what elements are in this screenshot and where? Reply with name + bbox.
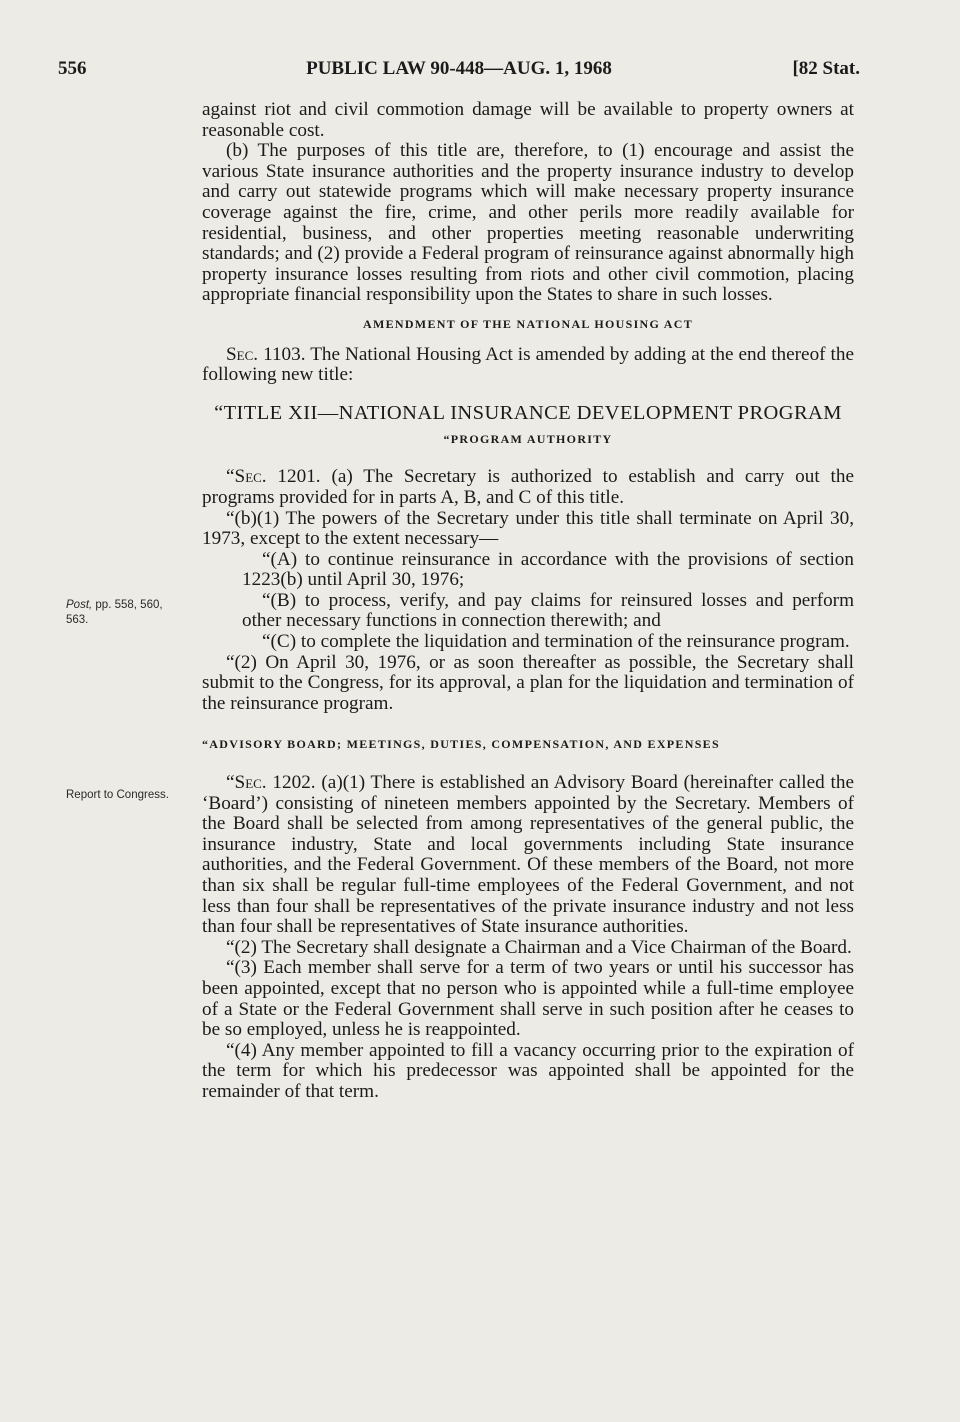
paragraph-a3: “(3) Each member shall serve for a term of two years or until his successor has been appointed, except that no person who is appointed while a full-time employee of a State or the Federal Government shall serve in such position after he ceases to be so employed, unless he is reappointed. [202,957,854,1041]
paragraph-sec-1202 [202,773,854,938]
paragraph-b1: “(b)(1) The powers of the Secretary under this title shall terminate on April 30, 1973, except to the extent necessary— [202,507,854,550]
heading-program-authority: “PROGRAM AUTHORITY [443,431,613,446]
section-text-1201: (a) The Secretary is authorized to establish and carry out the programs provided for in parts A, B, and C of this title. [202,466,854,508]
running-title: PUBLIC LAW 90-448—AUG. 1, 1968 [306,58,612,79]
paragraph-a4: “(4) Any member appointed to fill a vacancy occurring prior to the expiration of the term for which his predecessor was appointed shall be appointed for the remainder of that term. [202,1039,854,1102]
section-text-1202: (a)(1) There is established an Advisory Board (hereinafter called the ‘Board’) consisting of nineteen members appointed by the Secretary. Members of the Board shall be selected from among representatives of the general public, the insurance industry, State and local governments including State insurance authorities, and the Federal Government. Of these members of the Board, not more than six shall be regular full-time employees of the Federal Government, and not less than four shall be representatives of the private insurance industry and not less than four shall be representatives of State insurance authorities. [202,772,854,938]
paragraph-sec-1201 [202,467,854,508]
body-text [202,100,854,1103]
section-label-1202: “Sec. 1202. [226,772,316,794]
page-number: 556 [58,58,87,79]
paragraph-purposes: (b) The purposes of this title are, therefore, to (1) encourage and assist the various State insurance authorities and the property insurance industry to develop and carry out statewide programs which will make necessary property insurance coverage against the fire, crime, and other perils more readily available for residential, business, and other properties meeting reasonable underwriting standards; and (2) provide a Federal program of reinsurance against abnormally high property insurance losses resulting from riots and other civil commotion, placing appropriate financial responsibility upon the States to share in such losses. [202,140,854,306]
section-label-1103: Sec. 1103. [226,343,306,365]
margin-note-post-italic: Post, [66,599,93,611]
statute-reference: [82 Stat. [792,58,860,79]
margin-note-post [66,598,184,628]
heading-advisory-board: “ADVISORY BOARD; MEETINGS, DUTIES, COMPENSATION, AND EXPENSES [202,737,720,752]
section-label-1201: “Sec. 1201. [226,466,321,488]
clause-c: “(C) to complete the liquidation and termination of the reinsurance program. [262,631,850,653]
margin-note-report: Report to Congress. [66,789,169,801]
paragraph-a2: “(2) The Secretary shall designate a Chairman and a Vice Chairman of the Board. [226,936,852,958]
page-header [58,58,860,86]
section-text-1103: The National Housing Act is amended by adding at the end thereof the following new title: [202,343,854,386]
margin-note-post-pages: pp. 558, 560, 563. [66,599,163,626]
paragraph-sec-1103 [202,345,854,386]
clause-a: “(A) to continue reinsurance in accordance with the provisions of section 1223(b) until April 30, 1976; [242,548,854,591]
paragraph-b2: “(2) On April 30, 1976, or as soon thereafter as possible, the Secretary shall submit to the Congress, for its approval, a plan for the liquidation and termination of the reinsurance program. [202,651,854,714]
clause-b: “(B) to process, verify, and pay claims for reinsured losses and perform other necessary functions in connection therewith; and [242,589,854,632]
paragraph-continuation: against riot and civil commotion damage will be available to property owners at reasonable cost. [202,99,854,141]
heading-amendment: AMENDMENT OF THE NATIONAL HOUSING ACT [362,316,694,331]
title-xii-heading: “TITLE XII—NATIONAL INSURANCE DEVELOPMENT PROGRAM [214,401,842,424]
